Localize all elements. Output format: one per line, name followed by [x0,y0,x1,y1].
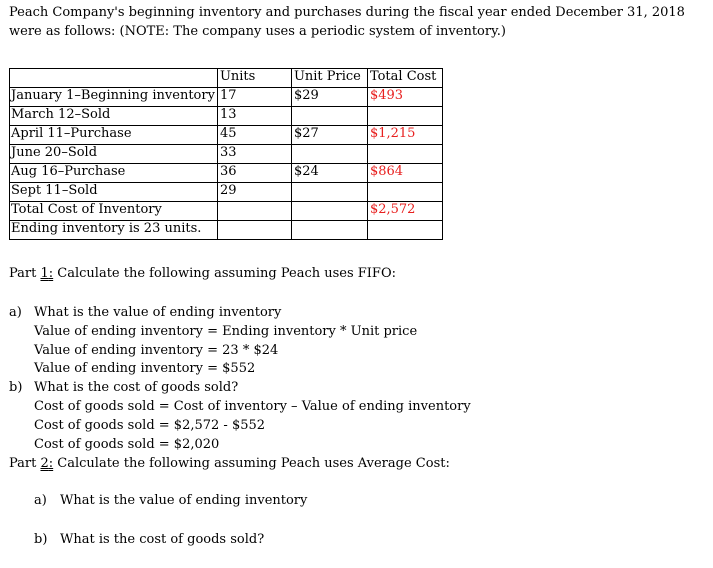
part1-heading [9,264,396,283]
row-unit-price [291,107,367,126]
table-row [10,145,443,164]
row-unit-price [291,202,367,221]
row-description: Sept 11–Sold [10,183,218,202]
part2-colon: : [48,456,54,471]
problem-intro: Peach Company's beginning inventory and purchases during the fiscal year ended December 31, 2018 were as follows: (NOTE: The company uses a periodic system of inventory.) [9,5,685,39]
row-total-cost [367,145,442,164]
row-total-cost [367,107,442,126]
part1-b-line-3: Cost of goods sold = $2,020 [34,437,220,452]
row-units: 45 [217,126,291,145]
row-description: January 1–Beginning inventory [10,88,218,107]
part1-a-line-1: Value of ending inventory = Ending inventory * Unit price [34,324,418,339]
row-description: June 20–Sold [10,145,218,164]
row-units [217,221,291,240]
part2-b-label: b) [34,532,48,547]
table-row [10,164,443,183]
part2-title: Calculate the following assuming Peach uses Average Cost: [53,456,450,471]
part1-a-label: a) [9,305,22,320]
part1-a-question: What is the value of ending inventory [34,305,282,320]
part2-heading [9,454,450,473]
row-unit-price: $29 [291,88,367,107]
table-row [10,183,443,202]
table-row [10,126,443,145]
part2-a-question: What is the value of ending inventory [60,493,308,508]
part2-number [40,456,53,471]
row-unit-price [291,183,367,202]
row-total-cost: $864 [367,164,442,183]
part1-b-line-2: Cost of goods sold = $2,572 - $552 [34,418,266,433]
inventory-table [9,68,443,240]
row-units: 33 [217,145,291,164]
part2-prefix: Part [9,456,41,471]
table-row [10,88,443,107]
part1-number-text: 1 [40,266,49,281]
header-cell-description [10,69,218,88]
part1-colon: : [48,266,54,281]
row-unit-price [291,145,367,164]
row-description: March 12–Sold [10,107,218,126]
row-description: Aug 16–Purchase [10,164,218,183]
row-total-cost: $1,215 [367,126,442,145]
table-row [10,202,443,221]
header-cell-total-cost: Total Cost [367,69,442,88]
row-description: Total Cost of Inventory [10,202,218,221]
header-cell-units: Units [217,69,291,88]
row-units: 29 [217,183,291,202]
part1-b-line-1: Cost of goods sold = Cost of inventory – Value of ending inventory [34,399,471,414]
row-unit-price: $24 [291,164,367,183]
row-units: 17 [217,88,291,107]
row-total-cost [367,221,442,240]
part1-a-line-2: Value of ending inventory = 23 * $24 [34,343,279,358]
row-unit-price: $27 [291,126,367,145]
row-total-cost: $2,572 [367,202,442,221]
part1-a-line-3: Value of ending inventory = $552 [34,361,256,376]
part1-title: Calculate the following assuming Peach uses FIFO: [53,266,396,281]
part2-b-question: What is the cost of goods sold? [60,532,265,547]
table-row [10,221,443,240]
row-units: 36 [217,164,291,183]
part1-number [40,266,53,281]
table-row [10,107,443,126]
table-header-row [10,69,443,88]
row-units [217,202,291,221]
row-units: 13 [217,107,291,126]
row-description: April 11–Purchase [10,126,218,145]
row-description: Ending inventory is 23 units. [10,221,218,240]
part2-number-text: 2 [40,456,49,471]
row-unit-price [291,221,367,240]
part2-a-label: a) [34,493,47,508]
part1-b-question: What is the cost of goods sold? [34,380,239,395]
row-total-cost: $493 [367,88,442,107]
header-cell-unit-price: Unit Price [291,69,367,88]
part1-prefix: Part [9,266,41,281]
part1-b-label: b) [9,380,23,395]
row-total-cost [367,183,442,202]
